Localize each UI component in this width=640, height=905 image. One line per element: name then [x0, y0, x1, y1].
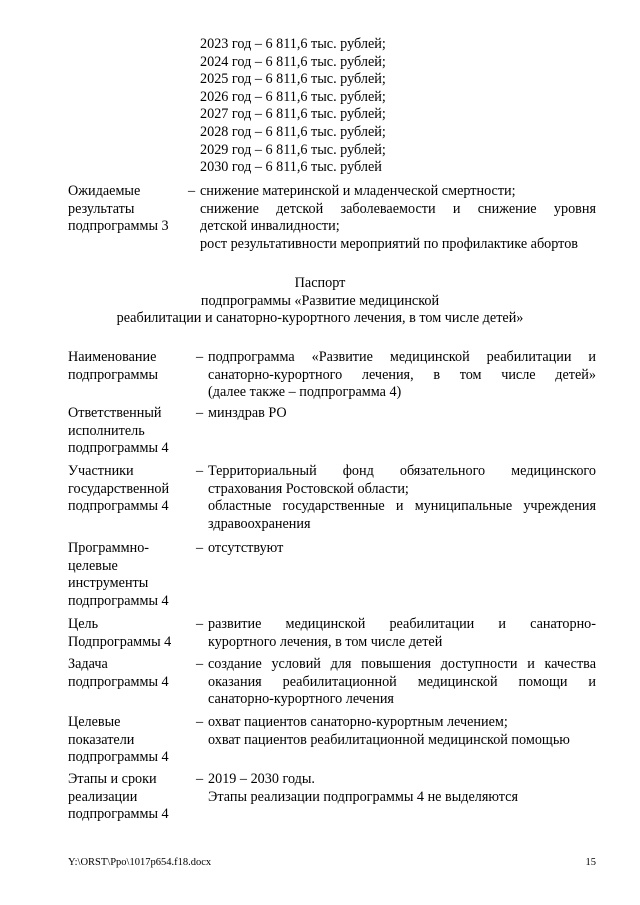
row-dash: –: [196, 540, 204, 556]
funding-line: 2026 год – 6 811,6 тыс. рублей;: [200, 88, 386, 105]
funding-line: 2023 год – 6 811,6 тыс. рублей;: [200, 36, 386, 52]
row-value: подпрограмма «Развитие медицинской реабилитации и санаторно-курортного лечения, в том числе детей» (далее также – подпрограмма 4): [208, 349, 596, 401]
row-label: Цель Подпрограммы 4: [68, 616, 172, 650]
page-number: 15: [585, 857, 596, 868]
row-value: охват пациентов санаторно-курортным лечением; охват пациентов реабилитационной медицинской помощью: [208, 714, 570, 748]
funding-line: 2029 год – 6 811,6 тыс. рублей;: [200, 141, 386, 158]
passport-row-instruments: [68, 540, 596, 612]
row-value: отсутствуют: [208, 540, 284, 556]
passport-heading: [0, 275, 640, 328]
row-value: создание условий для повышения доступности и качества оказания реабилитационной медицинской помощи и санаторно-курортного лечения: [208, 656, 596, 708]
expected-results-row: [68, 183, 596, 253]
funding-line: 2028 год – 6 811,6 тыс. рублей;: [200, 123, 386, 140]
row-label: Целевые показатели подпрограммы 4: [68, 714, 169, 766]
row-dash: –: [196, 771, 204, 787]
funding-line: 2027 год – 6 811,6 тыс. рублей;: [200, 106, 386, 123]
passport-row-participants: [68, 463, 596, 535]
row-value: минздрав РО: [208, 405, 287, 421]
row-dash: –: [196, 656, 204, 672]
row-dash: –: [196, 714, 204, 730]
passport-row-goal: [68, 616, 596, 654]
funding-line: 2030 год – 6 811,6 тыс. рублей: [200, 159, 382, 176]
row-label: Программно- целевые инструменты подпрограммы 4: [68, 540, 169, 609]
row-label: Задача подпрограммы 4: [68, 656, 169, 690]
funding-line: 2024 год – 6 811,6 тыс. рублей;: [200, 53, 386, 70]
row-value: развитие медицинской реабилитации и санаторно- курортного лечения, в том числе детей: [208, 616, 596, 650]
row-label: Ответственный исполнитель подпрограммы 4: [68, 405, 169, 457]
passport-row-task: [68, 656, 596, 711]
row-dash: –: [188, 183, 196, 199]
row-value: Территориальный фонд обязательного медицинского страхования Ростовской области; областные государственные и муниципальные учреждения здравоохранения: [208, 463, 596, 532]
row-dash: –: [196, 405, 204, 421]
footer-file-path: Y:\ORST\Ppo\1017p654.f18.docx: [68, 857, 212, 868]
row-label: Этапы и сроки реализации подпрограммы 4: [68, 771, 169, 823]
passport-subtitle: подпрограммы «Развитие медицинской: [200, 292, 440, 309]
funding-line: 2025 год – 6 811,6 тыс. рублей;: [200, 71, 386, 88]
passport-row-name: [68, 349, 596, 404]
row-dash: –: [196, 616, 204, 632]
row-label: Участники государственной подпрограммы 4: [68, 463, 170, 515]
row-value: снижение материнской и младенческой смертности; снижение детской заболеваемости и снижение уровня детской инвалидности; рост результативности мероприятий по профилактике абортов: [200, 183, 596, 252]
row-dash: –: [196, 349, 204, 365]
row-value: 2019 – 2030 годы. Этапы реализации подпрограммы 4 не выделяются: [208, 771, 518, 805]
row-label: Наименование подпрограммы: [68, 349, 158, 383]
passport-row-indicators: [68, 714, 596, 769]
passport-subtitle: реабилитации и санаторно-курортного лечения, в том числе детей»: [116, 310, 524, 327]
row-dash: –: [196, 463, 204, 479]
row-label: Ожидаемые результаты подпрограммы 3: [68, 183, 169, 235]
funding-list: [200, 36, 386, 177]
passport-title: Паспорт: [294, 275, 346, 291]
passport-row-executor: [68, 405, 596, 460]
passport-row-stages: [68, 771, 596, 826]
